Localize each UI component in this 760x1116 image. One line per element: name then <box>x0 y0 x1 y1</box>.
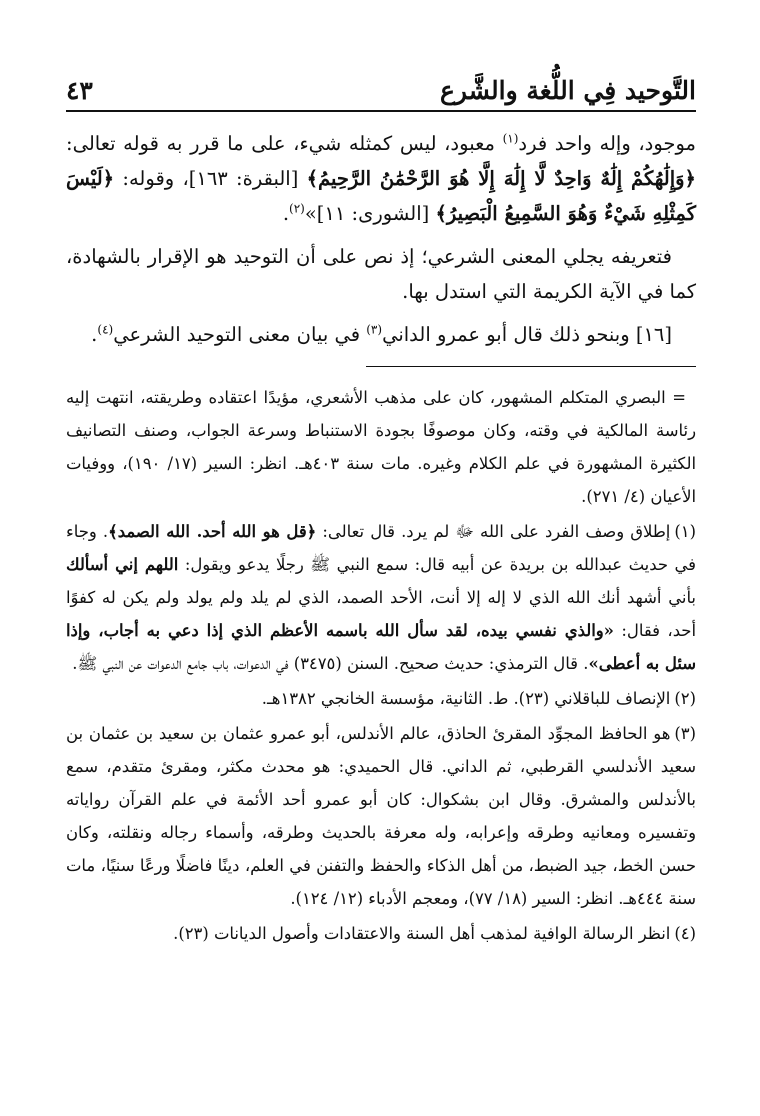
footnote-4 <box>66 917 696 950</box>
footnote-continuation: = البصري المتكلم المشهور، كان على مذهب الأشعري، مؤيدًا اعتقاده وطريقته، انتهت إليه رئاسة المالكية في وقته، وكان موصوفًا بجودة الاستنباط وسرعة الجواب، وصنف التصانيف الكثيرة المشهورة في علم الكلام وغيره. مات سنة ٤٠٣هـ. انظر: السير (١٧/ ١٩٠)، ووفيات الأعيان (٤/ ٢٧١). <box>66 388 697 506</box>
page-number: ٤٣ <box>66 76 93 105</box>
verse-citation: [البقرة: ١٦٣]، وقوله: <box>114 167 307 190</box>
main-text <box>66 126 696 352</box>
quran-verse-shura: ﴿لَيْسَ كَمِثْلِهِ شَيْءٌ وَهُوَ السَّمِيعُ الْبَصِيرُ﴾ <box>66 167 696 225</box>
text: معبود، ليس كمثله شيء، على ما قرر به قوله تعالى: <box>66 132 503 155</box>
footnote-3 <box>66 717 696 915</box>
text: . <box>282 202 290 225</box>
footnotes <box>66 381 696 950</box>
hadith-text: اللهم إني أسألك <box>66 555 179 574</box>
text: هو الحافظ المجوِّد المقرئ الحاذق، عالم الأندلس، أبو عمرو عثمان بن سعيد بن عثمان بن سعيد الأندلسي القرطبي، ثم الداني. قال الحميدي: هو محدث مكثر، ومقرئ متقدم، سمع بالأندلس والمشرق. وقال ابن بشكوال: كان أبو عمرو أحد الأئمة في علم القرآن رواياته وتفسيره ومعانيه وطرقه وإعرابه، وله معرفة بالحديث وطرقه، وأسماء رجاله ونقلته، وكان حسن الخط، جيد الضبط، من أهل الذكاء والحفظ والتفنن في العلم، دينًا فاضلًا ورعًا سنيًا، مات سنة ٤٤٤هـ. انظر: السير (١٨/ ٧٧)، ومعجم الأدباء (١٢/ ١٢٤). <box>66 724 696 908</box>
paragraph-2: فتعريفه يجلي المعنى الشرعي؛ إذ نص على أن التوحيد هو الإقرار بالشهادة، كما في الآية الكريمة التي استدل بها. <box>66 245 696 303</box>
footnote-ref-2: (٢) <box>289 201 305 216</box>
footnote-ref-3: (٣) <box>366 322 383 337</box>
footnote-number: (٤) <box>674 924 696 943</box>
text: بأني أشهد أنك الله الذي لا إله إلا أنت، الأحد الصمد، الذي لم يلد ولم يولد ولم يكن له كفوًا أحد، فقال: <box>66 588 696 640</box>
text: . وجاء في حديث عبدالله بن بريدة عن أبيه قال: سمع النبي ﷺ رجلًا يدعو ويقول: <box>66 522 696 574</box>
text: إطلاق وصف الفرد على الله ﷻ لم يرد. قال تعالى: <box>316 522 671 541</box>
paragraph-1 <box>66 126 696 231</box>
text: في بيان معنى التوحيد الشرعي <box>113 323 367 346</box>
text: . قال الترمذي: حديث صحيح. السنن (٣٤٧٥) في الدعوات، باب جامع الدعوات عن النبي ﷺ. <box>72 654 589 673</box>
footnote-ref-1: (١) <box>502 131 519 146</box>
footnote-ref-4: (٤) <box>97 322 114 337</box>
text: الإنصاف للباقلاني (٢٣). ط. الثانية، مؤسسة الخانجي ١٣٨٢هـ. <box>261 689 671 708</box>
verse-citation: [الشورى: ١١]» <box>304 202 436 225</box>
quran-verse: ﴿قل هو الله أحد. الله الصمد﴾ <box>108 522 317 541</box>
footnote-2 <box>66 682 696 715</box>
footnote-number: (٢) <box>674 689 696 708</box>
paragraph-3 <box>66 317 696 352</box>
quran-verse-baqarah: ﴿وَإِلَٰهُكُمْ إِلَٰهٌ وَاحِدٌ لَّا إِلَٰهَ إِلَّا هُوَ الرَّحْمَٰنُ الرَّحِيمُ﴾ <box>306 167 696 190</box>
footnote-1 <box>66 515 696 680</box>
hadith-text: «والذي نفسي بيده، لقد سأل الله باسمه الأعظم الذي إذا دعي به أجاب، وإذا سئل به أعطى» <box>66 621 696 673</box>
footnote-separator <box>366 366 696 367</box>
book-page <box>66 70 696 952</box>
running-title: التَّوحيد فِي اللُّغة والشَّرع <box>440 76 696 105</box>
text: [١٦] وبنحو ذلك قال أبو عمرو الداني <box>382 323 672 346</box>
text: انظر الرسالة الوافية لمذهب أهل السنة والاعتقادات وأصول الديانات (٢٣). <box>173 924 671 943</box>
text: . <box>91 323 98 346</box>
footnote-number: (١) <box>674 522 696 541</box>
text: موجود، وإله واحد فرد <box>518 132 697 155</box>
page-header <box>66 70 696 112</box>
footnote-number: (٣) <box>674 724 696 743</box>
